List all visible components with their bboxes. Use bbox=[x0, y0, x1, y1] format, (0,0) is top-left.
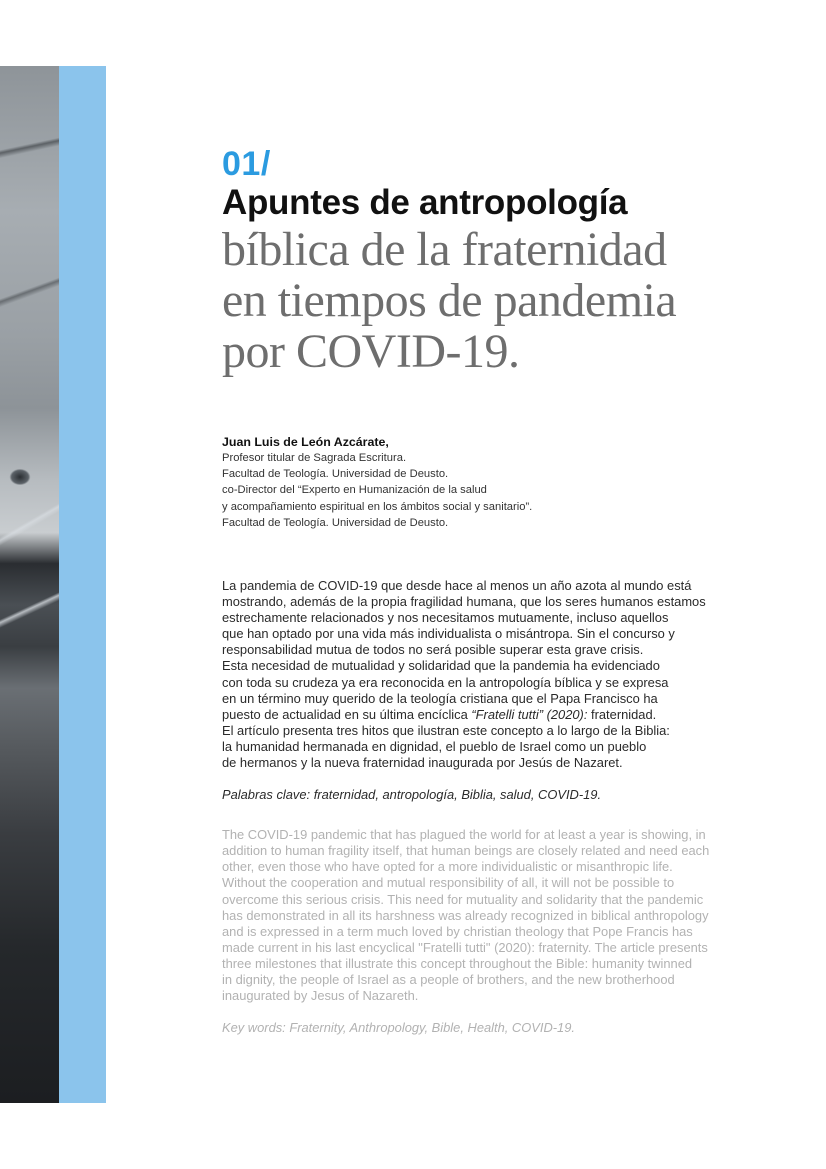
abstract-line: has demonstrated in all its harshness was already recognized in biblical anthropology bbox=[222, 907, 709, 923]
abstract-line: la humanidad hermanada en dignidad, el pueblo de Israel como un pueblo bbox=[222, 738, 647, 754]
abstract-line: Without the cooperation and mutual responsibility of all, it will not be possible to bbox=[222, 875, 675, 891]
abstract-line: in dignity, the people of Israel as a people of brothers, and the new brotherhood bbox=[222, 971, 675, 987]
abstract-line: inaugurated by Jesus of Nazareth. bbox=[222, 988, 419, 1004]
article-title-bold: Apuntes de antropología bbox=[222, 183, 628, 222]
affiliation-line: y acompañamiento espiritual en los ámbitos social y sanitario”. bbox=[222, 500, 533, 513]
abstract-line: mostrando, además de la propia fragilidad humana, que los seres humanos estamos bbox=[222, 594, 706, 610]
abstract-line: responsabilidad mutua de todos no será posible superar esta grave crisis. bbox=[222, 642, 644, 658]
abstract-line: en un término muy querido de la teología cristiana que el Papa Francisco ha bbox=[222, 690, 658, 706]
cover-photo-strip bbox=[0, 66, 59, 1103]
abstract-line: made current in his last encyclical "Fratelli tutti" (2020): fraternity. The article presents bbox=[222, 939, 708, 955]
article-opening bbox=[222, 146, 742, 1036]
keywords-spanish: Palabras clave: fraternidad, antropología, Biblia, salud, COVID-19. bbox=[222, 787, 602, 803]
abstract-line: La pandemia de COVID-19 que desde hace al menos un año azota al mundo está bbox=[222, 578, 692, 594]
abstract-english bbox=[222, 827, 742, 1004]
decorative-blue-band bbox=[59, 66, 106, 1103]
abstract-spanish bbox=[222, 578, 742, 771]
author-name: Juan Luis de León Azcárate, bbox=[222, 435, 389, 449]
article-title-serif bbox=[222, 224, 742, 377]
abstract-line: overcome this serious crisis. This need for mutuality and solidarity that the pandemic bbox=[222, 891, 704, 907]
author-block bbox=[222, 434, 742, 531]
affiliation-line: Facultad de Teología. Universidad de Deusto. bbox=[222, 516, 449, 529]
abstract-line: Esta necesidad de mutualidad y solidaridad que la pandemia ha evidenciado bbox=[222, 658, 660, 674]
abstract-line: three milestones that illustrate this concept throughout the Bible: humanity twinned bbox=[222, 955, 693, 971]
abstract-line: El artículo presenta tres hitos que ilustran este concepto a lo largo de la Biblia: bbox=[222, 722, 670, 738]
abstract-line: estrechamente relacionados y nos necesitamos mutuamente, incluso aquellos bbox=[222, 610, 669, 626]
article-number: 01/ bbox=[222, 145, 271, 183]
title-line: en tiempos de pandemia bbox=[222, 274, 677, 327]
affiliation-line: Profesor titular de Sagrada Escritura. bbox=[222, 452, 407, 464]
keywords-english: Key words: Fraternity, Anthropology, Bible, Health, COVID-19. bbox=[222, 1020, 575, 1036]
abstract-line: con toda su crudeza ya era reconocida en la antropología bíblica y se expresa bbox=[222, 674, 669, 690]
abstract-line: de hermanos y la nueva fraternidad inaugurada por Jesús de Nazaret. bbox=[222, 755, 623, 771]
title-line: bíblica de la fraternidad bbox=[222, 223, 667, 276]
encyclical-title: “Fratelli tutti” (2020): bbox=[471, 706, 588, 722]
abstract-line: other, even those who have opted for a more individualistic or misanthropic life. bbox=[222, 859, 673, 875]
title-line: por COVID-19. bbox=[222, 325, 520, 378]
abstract-line bbox=[222, 707, 742, 723]
abstract-line: The COVID-19 pandemic that has plagued the world for at least a year is showing, in bbox=[222, 827, 706, 843]
article-header bbox=[222, 146, 742, 377]
abstract-line: addition to human fragility itself, that human beings are closely related and need each bbox=[222, 843, 710, 859]
affiliation-line: Facultad de Teología. Universidad de Deusto. bbox=[222, 468, 449, 481]
abstract-text: puesto de actualidad en su última encíclica bbox=[222, 706, 472, 722]
abstract-line: and is expressed in a term much loved by christian theology that Pope Francis has bbox=[222, 923, 693, 939]
abstract-line: que han optado por una vida más individualista o misántropa. Sin el concurso y bbox=[222, 626, 675, 642]
abstract-text: fraternidad. bbox=[587, 706, 657, 722]
affiliation-line: co-Director del “Experto en Humanización de la salud bbox=[222, 484, 487, 497]
